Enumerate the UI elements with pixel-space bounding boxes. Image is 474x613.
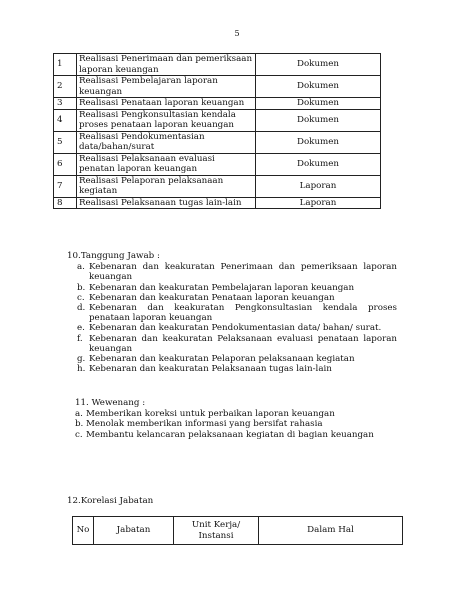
list-item-label: b. <box>77 282 86 293</box>
list-item-text: Kebenaran dan keakuratan Pengkonsultasian kendala proses penataan laporan keuangan <box>89 303 397 324</box>
list-item-text: Kebenaran dan keakuratan Penataan laporan keuangan <box>89 292 335 303</box>
table-row <box>54 197 381 209</box>
korelasi-header-cell: No <box>73 517 94 545</box>
list-item <box>67 354 397 364</box>
list-item-text: Kebenaran dan keakuratan Pembelajaran laporan keuangan <box>89 282 355 293</box>
tanggung-jawab-list <box>67 262 397 374</box>
list-item-text: Kebenaran dan keakuratan Pendokumentasian data/ bahan/ surat. <box>89 323 382 334</box>
list-item <box>75 419 405 429</box>
korelasi-header-cell: Unit Kerja/ Instansi <box>174 517 259 545</box>
korelasi-heading: 12.Korelasi Jabatan <box>67 496 154 506</box>
korelasi-header-row <box>73 517 403 545</box>
tanggung-jawab-heading: 10.Tanggung Jawab : <box>67 251 160 261</box>
list-item <box>67 262 397 282</box>
table-row <box>54 98 381 110</box>
table-cell-output: Dokumen <box>256 98 381 110</box>
list-item-label: h. <box>77 364 86 375</box>
table-cell-no: 8 <box>54 197 77 209</box>
table-cell-no: 5 <box>54 131 77 153</box>
list-item-label: g. <box>77 354 86 365</box>
wewenang-heading: 11. Wewenang : <box>75 398 146 408</box>
table-row <box>54 131 381 153</box>
list-item-text: Menolak memberikan informasi yang bersifat rahasia <box>86 419 323 430</box>
table-row <box>54 76 381 98</box>
list-item-label: c. <box>75 429 83 440</box>
table-row <box>54 54 381 76</box>
table-cell-output: Dokumen <box>256 76 381 98</box>
table-cell-output: Dokumen <box>256 131 381 153</box>
activity-output-table <box>53 53 381 209</box>
list-item <box>67 303 397 323</box>
korelasi-header-cell: Jabatan <box>94 517 174 545</box>
list-item <box>67 364 397 374</box>
table-cell-activity: Realisasi Pelaporan pelaksanaan kegiatan <box>77 175 256 197</box>
table-row <box>54 153 381 175</box>
list-item-label: f. <box>77 333 83 344</box>
table-cell-output: Dokumen <box>256 109 381 131</box>
list-item <box>67 283 397 293</box>
table-cell-output: Dokumen <box>256 153 381 175</box>
list-item <box>67 293 397 303</box>
table-cell-no: 1 <box>54 54 77 76</box>
table-cell-activity: Realisasi Pelaksanaan evaluasi penatan laporan keuangan <box>77 153 256 175</box>
list-item-text: Kebenaran dan keakuratan Pelaporan pelaksanaan kegiatan <box>89 354 355 365</box>
list-item <box>67 334 397 354</box>
list-item-text: Kebenaran dan keakuratan Penerimaan dan pemeriksaan laporan keuangan <box>89 262 397 283</box>
table-cell-output: Laporan <box>256 197 381 209</box>
table-cell-no: 6 <box>54 153 77 175</box>
tanggung-jawab-section <box>67 251 397 374</box>
table-cell-no: 7 <box>54 175 77 197</box>
wewenang-list <box>75 409 405 440</box>
list-item-label: e. <box>77 323 85 334</box>
list-item-label: c. <box>77 292 85 303</box>
table-cell-no: 2 <box>54 76 77 98</box>
list-item-label: a. <box>77 262 85 273</box>
korelasi-section <box>67 496 397 506</box>
list-item-text: Memberikan koreksi untuk perbaikan laporan keuangan <box>86 409 335 420</box>
table-cell-output: Dokumen <box>256 54 381 76</box>
korelasi-table <box>72 516 403 545</box>
list-item <box>75 430 405 440</box>
list-item-label: b. <box>75 419 84 430</box>
list-item-label: a. <box>75 409 83 420</box>
table-row <box>54 109 381 131</box>
table-cell-activity: Realisasi Pelaksanaan tugas lain-lain <box>77 197 256 209</box>
table-cell-activity: Realisasi Penataan laporan keuangan <box>77 98 256 110</box>
table-cell-output: Laporan <box>256 175 381 197</box>
wewenang-section <box>75 398 405 440</box>
table-cell-activity: Realisasi Pembelajaran laporan keuangan <box>77 76 256 98</box>
list-item-label: d. <box>77 303 86 314</box>
korelasi-header-cell: Dalam Hal <box>259 517 403 545</box>
table-cell-activity: Realisasi Penerimaan dan pemeriksaan laporan keuangan <box>77 54 256 76</box>
list-item-text: Kebenaran dan keakuratan Pelaksanaan tugas lain-lain <box>89 364 332 375</box>
table-cell-no: 4 <box>54 109 77 131</box>
table-cell-no: 3 <box>54 98 77 110</box>
list-item <box>67 323 397 333</box>
table-row <box>54 175 381 197</box>
page-number: 5 <box>234 29 240 38</box>
table-cell-activity: Realisasi Pengkonsultasian kendala proses penataan laporan keuangan <box>77 109 256 131</box>
list-item-text: Membantu kelancaran pelaksanaan kegiatan di bagian keuangan <box>86 429 374 440</box>
list-item <box>75 409 405 419</box>
table-cell-activity: Realisasi Pendokumentasian data/bahan/surat <box>77 131 256 153</box>
list-item-text: Kebenaran dan keakuratan Pelaksanaan evaluasi penataan laporan keuangan <box>89 333 397 354</box>
